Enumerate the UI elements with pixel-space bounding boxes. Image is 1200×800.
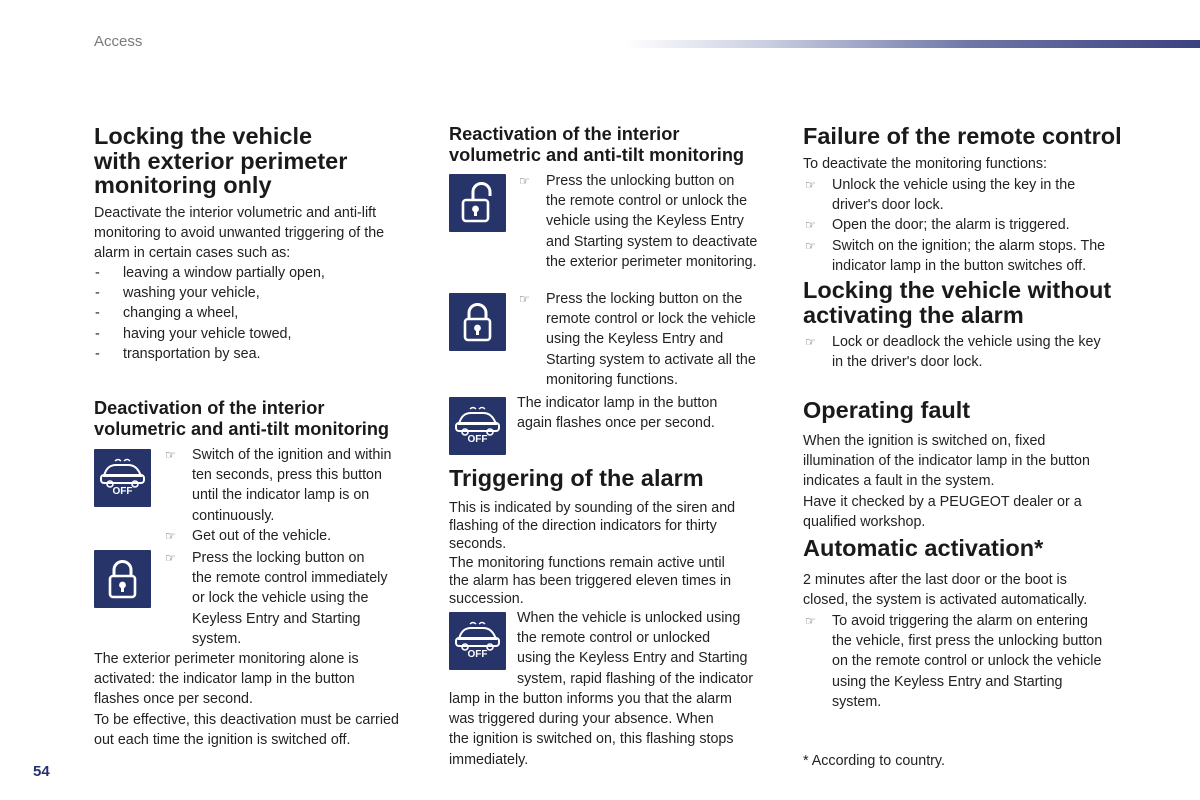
text-line: Press the unlocking button on: [546, 173, 735, 189]
text-line: lamp in the button informs you that the alarm: [449, 691, 732, 707]
col1-intro: [94, 203, 424, 264]
operating-fault-text: [803, 431, 1148, 532]
deactivation-title: [94, 398, 434, 439]
list-item: [517, 171, 787, 272]
locking-without-alarm-steps: [803, 332, 1148, 372]
text-line: Lock or deadlock the vehicle using the key: [832, 334, 1101, 350]
text-line: the remote control immediately: [192, 570, 388, 587]
list-item: - having your vehicle towed,: [94, 324, 424, 344]
alarm-off-icon: [94, 449, 151, 507]
text-line: The monitoring functions remain active until: [449, 554, 725, 571]
text-line: again flashes once per second.: [517, 415, 715, 432]
text-line: seconds.: [449, 536, 507, 553]
alarm-off-label: OFF: [112, 486, 133, 497]
pointing-hand-icon: ☞: [805, 178, 816, 192]
text-line: vehicle using the Keyless Entry: [546, 213, 744, 230]
list-item: [803, 611, 1148, 712]
text-line: Get out of the vehicle.: [192, 527, 332, 544]
list-item: [517, 289, 787, 390]
remote-failure-intro: To deactivate the monitoring functions:: [803, 156, 1047, 172]
text-line: illumination of the indicator lamp in the button: [803, 453, 1090, 470]
automatic-activation-title: Automatic activation*: [803, 535, 1044, 561]
operating-fault-title: Operating fault: [803, 397, 971, 423]
text-line: indicator lamp in the button switches off.: [832, 257, 1087, 274]
text-line: using the Keyless Entry and Starting: [517, 650, 748, 667]
text-line: The indicator lamp in the button: [517, 395, 718, 411]
alarm-off-icon: [449, 612, 506, 670]
reactivation-title: [449, 124, 789, 165]
col1-lock-step: [163, 548, 423, 649]
heading-line: Deactivation of the interior: [94, 398, 325, 418]
list-item: [803, 175, 1148, 215]
alarm-off-label: OFF: [467, 434, 488, 445]
text-line: To be effective, this deactivation must be carried: [94, 711, 399, 728]
automatic-activation-text: [803, 570, 1148, 610]
triggering-title: Triggering of the alarm: [449, 465, 704, 491]
text-line: Keyless Entry and Starting: [192, 610, 361, 627]
pointing-hand-icon: ☞: [519, 292, 530, 306]
pointing-hand-icon: ☞: [805, 218, 816, 233]
text-line: Press the locking button on the: [546, 291, 743, 307]
col1-steps-list: [163, 445, 423, 546]
col1-title-line: Locking the vehicle: [94, 123, 313, 149]
list-item: - leaving a window partially open,: [94, 263, 424, 283]
text-line: Open the door; the alarm is triggered.: [832, 217, 1070, 234]
text-line: immediately.: [449, 751, 529, 768]
text-line: remote control or lock the vehicle: [546, 311, 756, 328]
text-line: on the remote control or unlock the vehicle: [832, 653, 1102, 670]
text-line: until the indicator lamp is on: [192, 487, 370, 504]
react-note: [517, 393, 787, 433]
text-line: Deactivate the interior volumetric and anti-lift: [94, 205, 377, 221]
col1-title-line: with exterior perimeter: [94, 147, 348, 174]
text-line: out each time the ignition is switched off.: [94, 731, 351, 748]
text-line: continuously.: [192, 507, 275, 524]
triggering-icon-text: [517, 608, 792, 689]
text-line: driver's door lock.: [832, 197, 944, 214]
text-line: system, rapid flashing of the indicator: [517, 670, 754, 687]
text-line: monitoring functions.: [546, 371, 678, 388]
text-line: using the Keyless Entry and Starting: [832, 673, 1063, 690]
pointing-hand-icon: ☞: [519, 174, 530, 188]
text-line: qualified workshop.: [803, 513, 926, 530]
pointing-hand-icon: ☞: [805, 238, 816, 253]
pointing-hand-icon: ☞: [165, 528, 176, 543]
text-line: Have it checked by a PEUGEOT dealer or a: [803, 493, 1082, 510]
react-unlock-step: [517, 171, 787, 272]
text-line: To avoid triggering the alarm on entering: [832, 613, 1088, 629]
text-line: system.: [192, 630, 242, 647]
list-item: [803, 236, 1148, 276]
pointing-hand-icon: ☞: [165, 448, 176, 462]
text-line: This is indicated by sounding of the siren and: [449, 500, 736, 516]
text-line: and Starting system to deactivate: [546, 233, 758, 250]
footnote: * According to country.: [803, 753, 945, 769]
text-line: in the driver's door lock.: [832, 354, 983, 371]
text-line: Press the locking button on: [192, 550, 365, 566]
text-line: the remote control or unlock the: [546, 193, 748, 210]
alarm-off-label: OFF: [467, 649, 488, 660]
text-line: Switch on the ignition; the alarm stops. The: [832, 237, 1106, 254]
text-line: Unlock the vehicle using the key in the: [832, 177, 1076, 193]
locking-without-alarm-title: [803, 278, 1163, 327]
list-item: - washing your vehicle,: [94, 283, 424, 303]
text-line: the vehicle, first press the unlocking button: [832, 633, 1103, 650]
section-label: Access: [94, 33, 143, 50]
remote-failure-title: Failure of the remote control: [803, 123, 1122, 149]
col1-title-line: monitoring only: [94, 172, 272, 198]
text-line: alarm in certain cases such as:: [94, 245, 291, 262]
list-item: - transportation by sea.: [94, 344, 424, 364]
heading-line: volumetric and anti-tilt monitoring: [94, 418, 390, 439]
text-line: the alarm has been triggered eleven times in: [449, 572, 732, 589]
list-item: [803, 215, 1148, 235]
text-line: was triggered during your absence. When: [449, 711, 714, 728]
text-line: flashing of the direction indicators for thirty: [449, 518, 717, 535]
heading-line: volumetric and anti-tilt monitoring: [449, 144, 745, 165]
pointing-hand-icon: ☞: [805, 335, 816, 349]
list-item: - changing a wheel,: [94, 303, 424, 323]
text-line: ten seconds, press this button: [192, 467, 382, 484]
text-line: system.: [832, 693, 882, 710]
col1-cases-list: [94, 263, 424, 364]
triggering-end-text: [449, 689, 794, 770]
text-line: succession.: [449, 591, 524, 608]
text-line: or lock the vehicle using the: [192, 590, 369, 607]
text-line: the ignition is switched on, this flashing stops: [449, 731, 734, 748]
text-line: 2 minutes after the last door or the boot is: [803, 572, 1067, 588]
page-number: 54: [33, 763, 50, 780]
header-gradient-bar: [625, 40, 1200, 48]
heading-line: Locking the vehicle without: [803, 277, 1112, 303]
text-line: Switch of the ignition and within: [192, 447, 392, 463]
lock-icon: [94, 550, 151, 608]
react-lock-step: [517, 289, 787, 390]
text-line: When the vehicle is unlocked using: [517, 610, 741, 626]
text-line: using the Keyless Entry and: [546, 331, 724, 348]
heading-line: activating the alarm: [803, 301, 1024, 328]
lock-icon: [449, 293, 506, 351]
text-line: activated: the indicator lamp in the button: [94, 671, 355, 688]
list-item: [163, 445, 423, 526]
text-line: the remote control or unlocked: [517, 630, 711, 647]
text-line: indicates a fault in the system.: [803, 473, 995, 490]
text-line: monitoring to avoid unwanted triggering of the: [94, 225, 385, 242]
text-line: The exterior perimeter monitoring alone is: [94, 651, 359, 667]
remote-failure-steps: [803, 175, 1148, 276]
col1-outro: [94, 649, 434, 750]
list-item: [163, 526, 423, 546]
text-line: When the ignition is switched on, fixed: [803, 433, 1046, 449]
list-item: [803, 332, 1148, 372]
text-line: closed, the system is activated automatically.: [803, 592, 1088, 609]
alarm-off-icon: [449, 397, 506, 455]
unlock-icon: [449, 174, 506, 232]
pointing-hand-icon: ☞: [165, 551, 176, 565]
col1-title: [94, 124, 414, 198]
text-line: flashes once per second.: [94, 691, 253, 708]
pointing-hand-icon: ☞: [805, 614, 816, 628]
automatic-activation-tip: [803, 611, 1148, 712]
triggering-text: [449, 499, 789, 608]
text-line: the exterior perimeter monitoring.: [546, 253, 757, 270]
list-item: [163, 548, 423, 649]
text-line: Starting system to activate all the: [546, 351, 756, 368]
heading-line: Reactivation of the interior: [449, 124, 680, 144]
